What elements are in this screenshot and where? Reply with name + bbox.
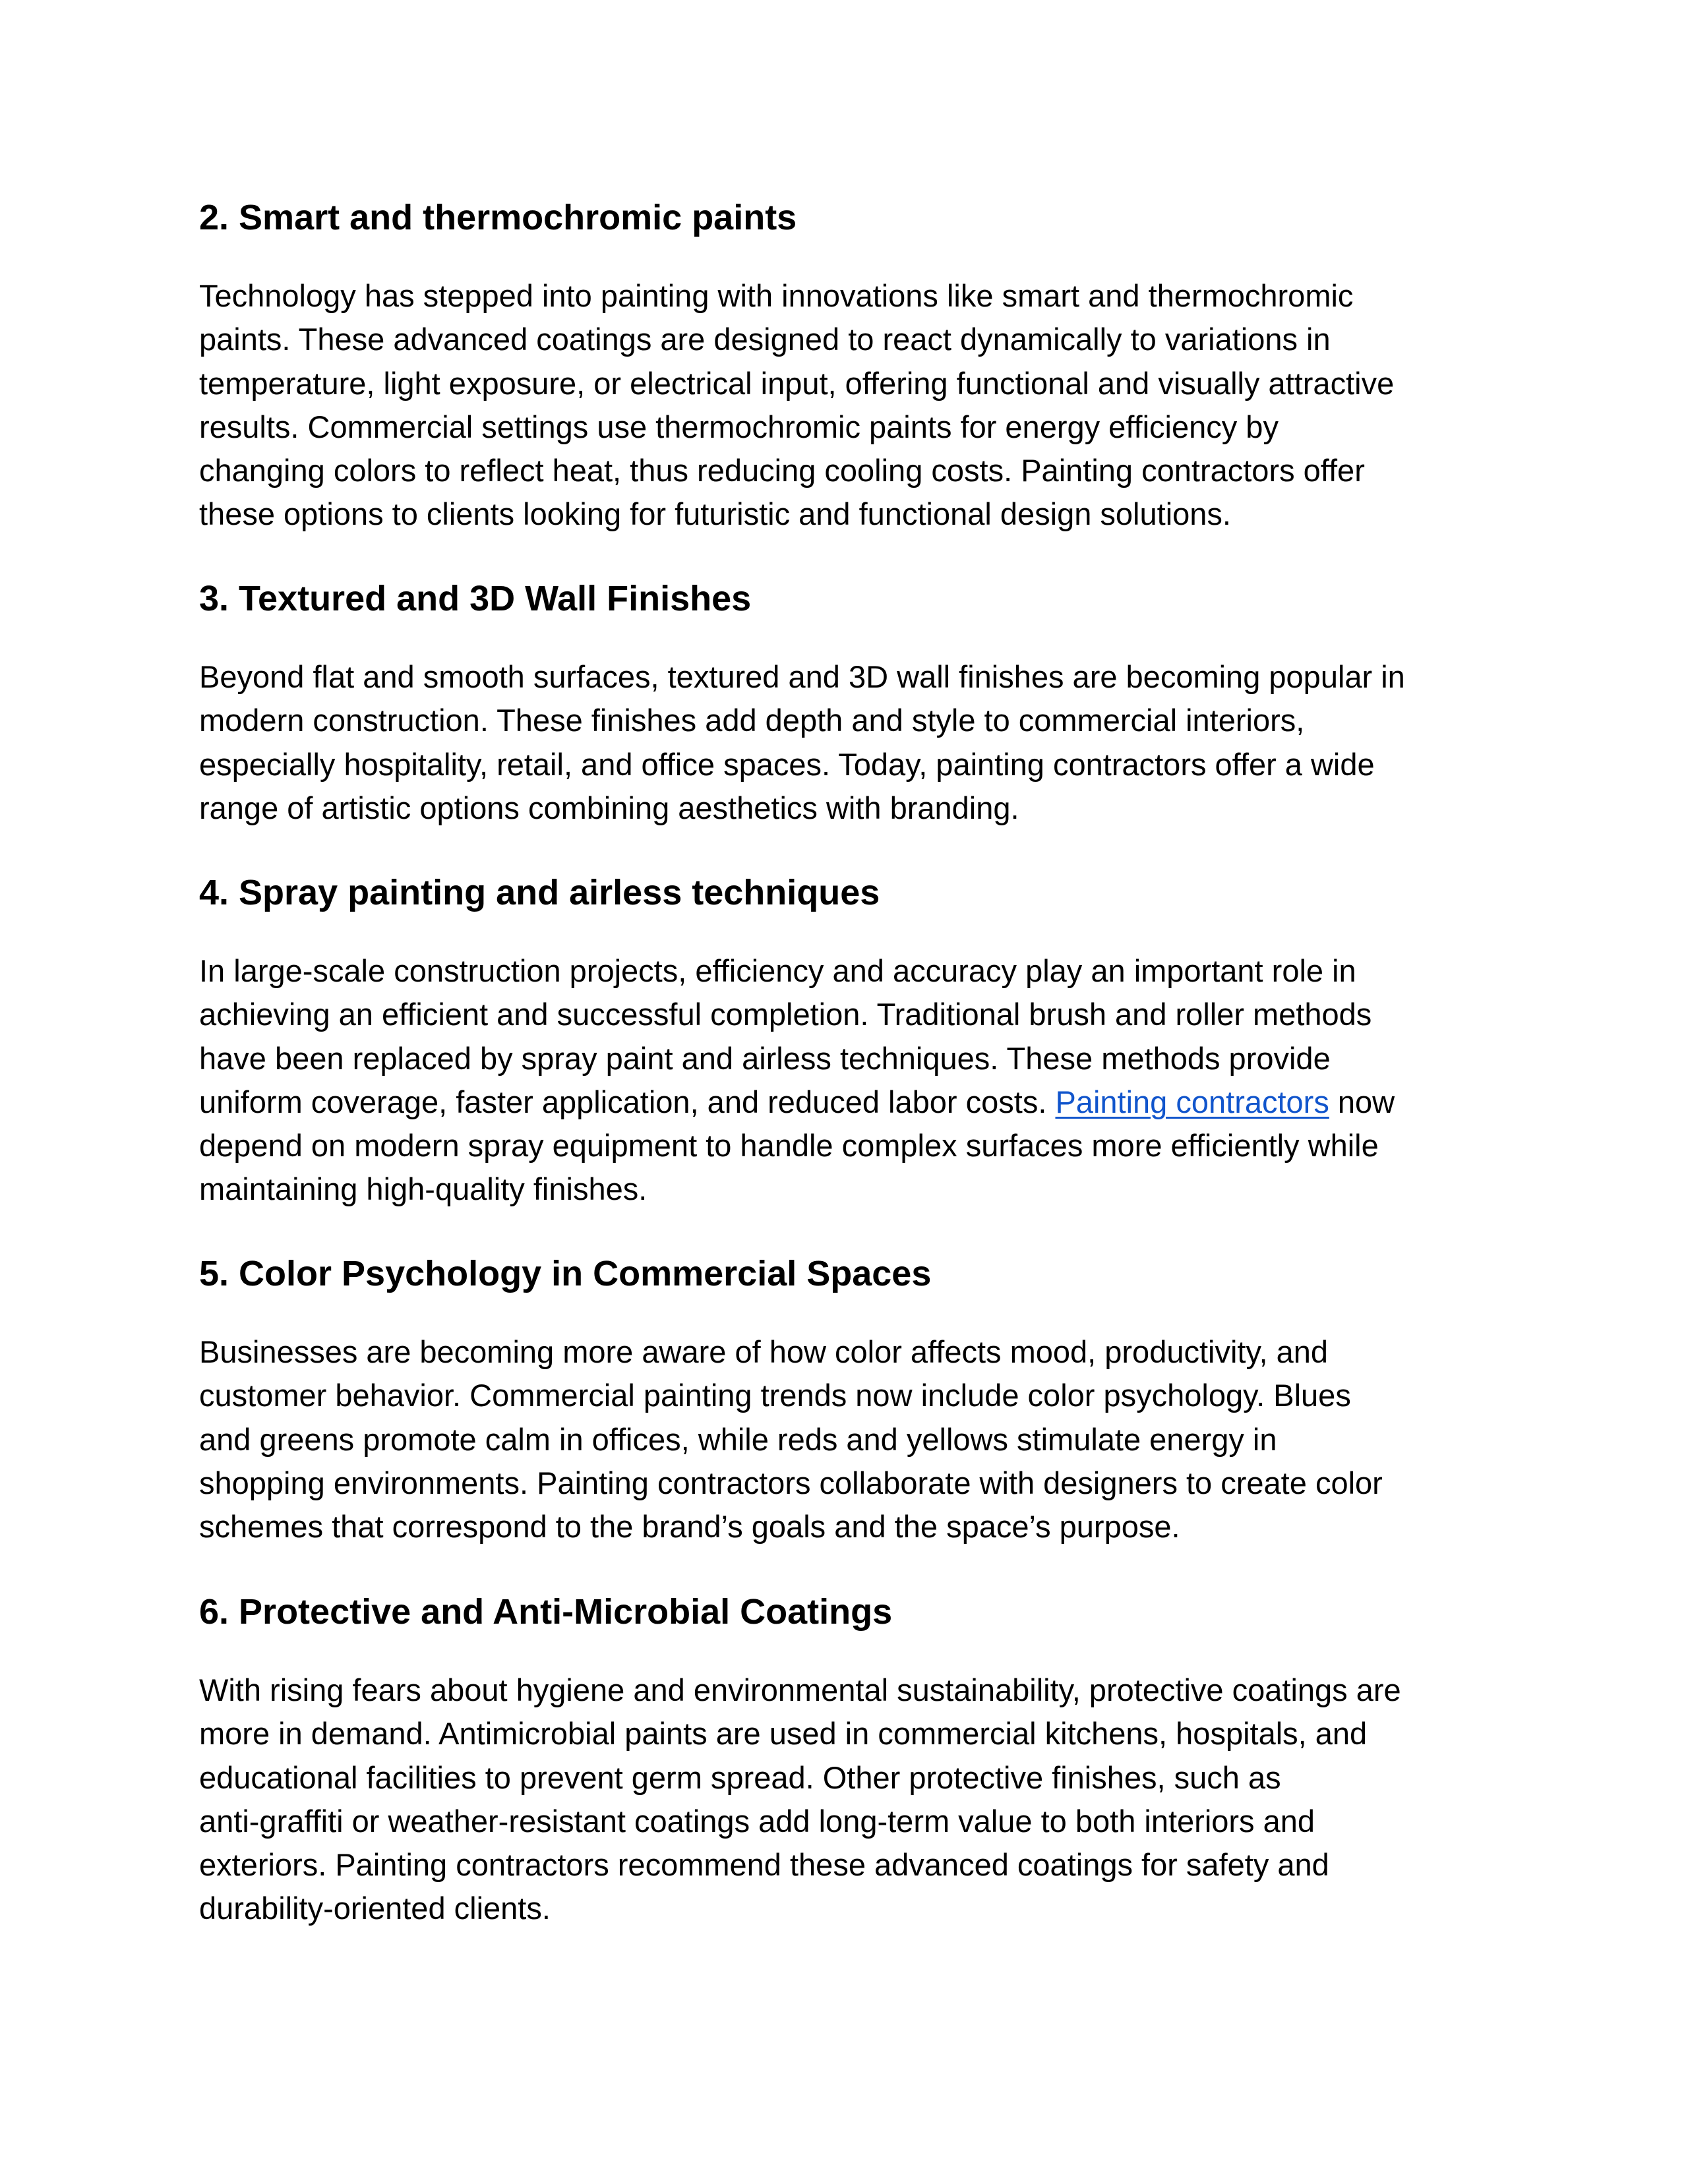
section-paragraph-protective-coatings [199, 1668, 1511, 1931]
text-line: anti-graffiti or weather-resistant coatings add long-term value to both interiors and [199, 1803, 1315, 1839]
text-line: depend on modern spray equipment to handle complex surfaces more efficiently while [199, 1128, 1379, 1164]
section-paragraph-color-psychology [199, 1330, 1511, 1549]
text-line-with-link [199, 1080, 1511, 1124]
text-line: With rising fears about hygiene and environmental sustainability, protective coatings are [199, 1672, 1401, 1707]
text-line: especially hospitality, retail, and office spaces. Today, painting contractors offer a wide [199, 746, 1375, 782]
text-line: more in demand. Antimicrobial paints are used in commercial kitchens, hospitals, and [199, 1716, 1368, 1752]
text-line: Businesses are becoming more aware of how color affects mood, productivity, and [199, 1334, 1329, 1369]
text-line: changing colors to reflect heat, thus reducing cooling costs. Painting contractors offer [199, 453, 1365, 488]
text-line: educational facilities to prevent germ spread. Other protective finishes, such as [199, 1759, 1281, 1795]
section-paragraph-textured-finishes [199, 655, 1511, 830]
text-line: In large-scale construction projects, efficiency and accuracy play an important role in [199, 953, 1356, 988]
text-line: range of artistic options combining aesthetics with branding. [199, 790, 1019, 825]
text-line: durability-oriented clients. [199, 1891, 551, 1926]
section-heading-protective-coatings: 6. Protective and Anti-Microbial Coatings [199, 1592, 893, 1632]
text-line: exteriors. Painting contractors recommend these advanced coatings for safety and [199, 1847, 1329, 1883]
text-line: maintaining high-quality finishes. [199, 1171, 648, 1207]
text-line: Beyond flat and smooth surfaces, textured and 3D wall finishes are becoming popular in [199, 659, 1405, 694]
text-line: paints. These advanced coatings are designed to react dynamically to variations in [199, 322, 1331, 357]
section-heading-color-psychology: 5. Color Psychology in Commercial Spaces [199, 1254, 932, 1293]
text-line: results. Commercial settings use thermochromic paints for energy efficiency by [199, 409, 1279, 444]
text-line: achieving an efficient and successful completion. Traditional brush and roller methods [199, 997, 1372, 1032]
text-line: have been replaced by spray paint and airless techniques. These methods provide [199, 1040, 1331, 1076]
link-suffix-text: now [1329, 1084, 1395, 1119]
text-line: schemes that correspond to the brand’s goals and the space’s purpose. [199, 1509, 1180, 1545]
painting-contractors-link[interactable]: Painting contractors [1055, 1084, 1329, 1119]
link-prefix-text: uniform coverage, faster application, and reduced labor costs. [199, 1084, 1056, 1119]
text-line: and greens promote calm in offices, while reds and yellows stimulate energy in [199, 1421, 1277, 1457]
section-paragraph-smart-paints [199, 274, 1511, 537]
text-line: temperature, light exposure, or electrical input, offering functional and visually attractive [199, 365, 1395, 401]
text-line: these options to clients looking for futuristic and functional design solutions. [199, 496, 1231, 532]
text-line: Technology has stepped into painting with innovations like smart and thermochromic [199, 278, 1354, 313]
section-paragraph-spray-painting [199, 949, 1511, 1212]
text-line: shopping environments. Painting contractors collaborate with designers to create color [199, 1465, 1383, 1500]
section-heading-spray-painting: 4. Spray painting and airless techniques [199, 873, 880, 912]
text-line: modern construction. These finishes add depth and style to commercial interiors, [199, 703, 1305, 738]
section-heading-textured-finishes: 3. Textured and 3D Wall Finishes [199, 579, 752, 618]
section-heading-smart-paints: 2. Smart and thermochromic paints [199, 198, 797, 237]
text-line: customer behavior. Commercial painting trends now include color psychology. Blues [199, 1378, 1351, 1413]
